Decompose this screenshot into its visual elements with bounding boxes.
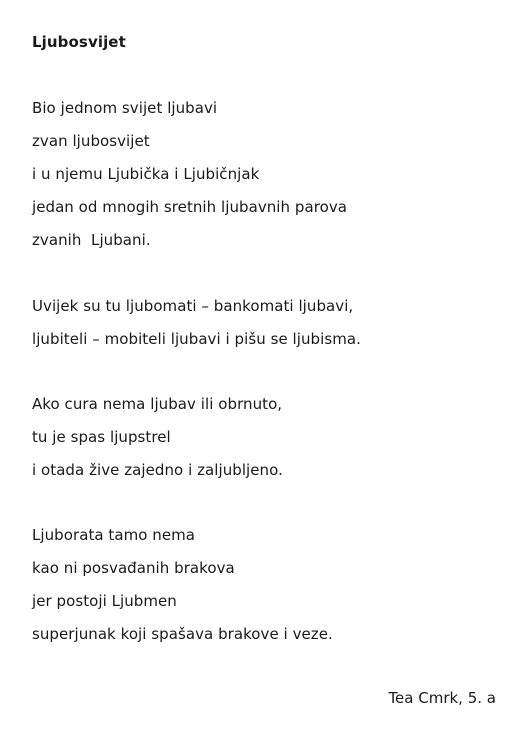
poem-title: Ljubosvijet — [32, 33, 126, 51]
poem-line: jer postoji Ljubmen — [32, 592, 177, 610]
poem-line: i otada žive zajedno i zaljubljeno. — [32, 461, 283, 479]
stanza-4 — [32, 519, 333, 651]
poem-line: zvanih Ljubani. — [32, 231, 151, 249]
poem-line: Ljuborata tamo nema — [32, 526, 196, 544]
stanza-3 — [32, 388, 283, 487]
poem-line: superjunak koji spašava brakove i veze. — [32, 625, 333, 643]
poem-line: kao ni posvađanih brakova — [32, 559, 235, 577]
stanza-1 — [32, 92, 347, 257]
poem-line: Ako cura nema ljubav ili obrnuto, — [32, 395, 283, 413]
poem-line: i u njemu Ljubička i Ljubičnjak — [32, 165, 260, 183]
poem-line: Uvijek su tu ljubomati – bankomati ljubavi, — [32, 297, 354, 315]
author-signature: Tea Cmrk, 5. a — [388, 689, 496, 707]
poem-line: ljubiteli – mobiteli ljubavi i pišu se ljubisma. — [32, 330, 361, 348]
poem-line: jedan od mnogih sretnih ljubavnih parova — [32, 198, 347, 216]
stanza-2 — [32, 290, 361, 356]
poem-line: tu je spas ljupstrel — [32, 428, 171, 446]
poem-line: zvan ljubosvijet — [32, 132, 150, 150]
poem-line: Bio jednom svijet ljubavi — [32, 99, 218, 117]
